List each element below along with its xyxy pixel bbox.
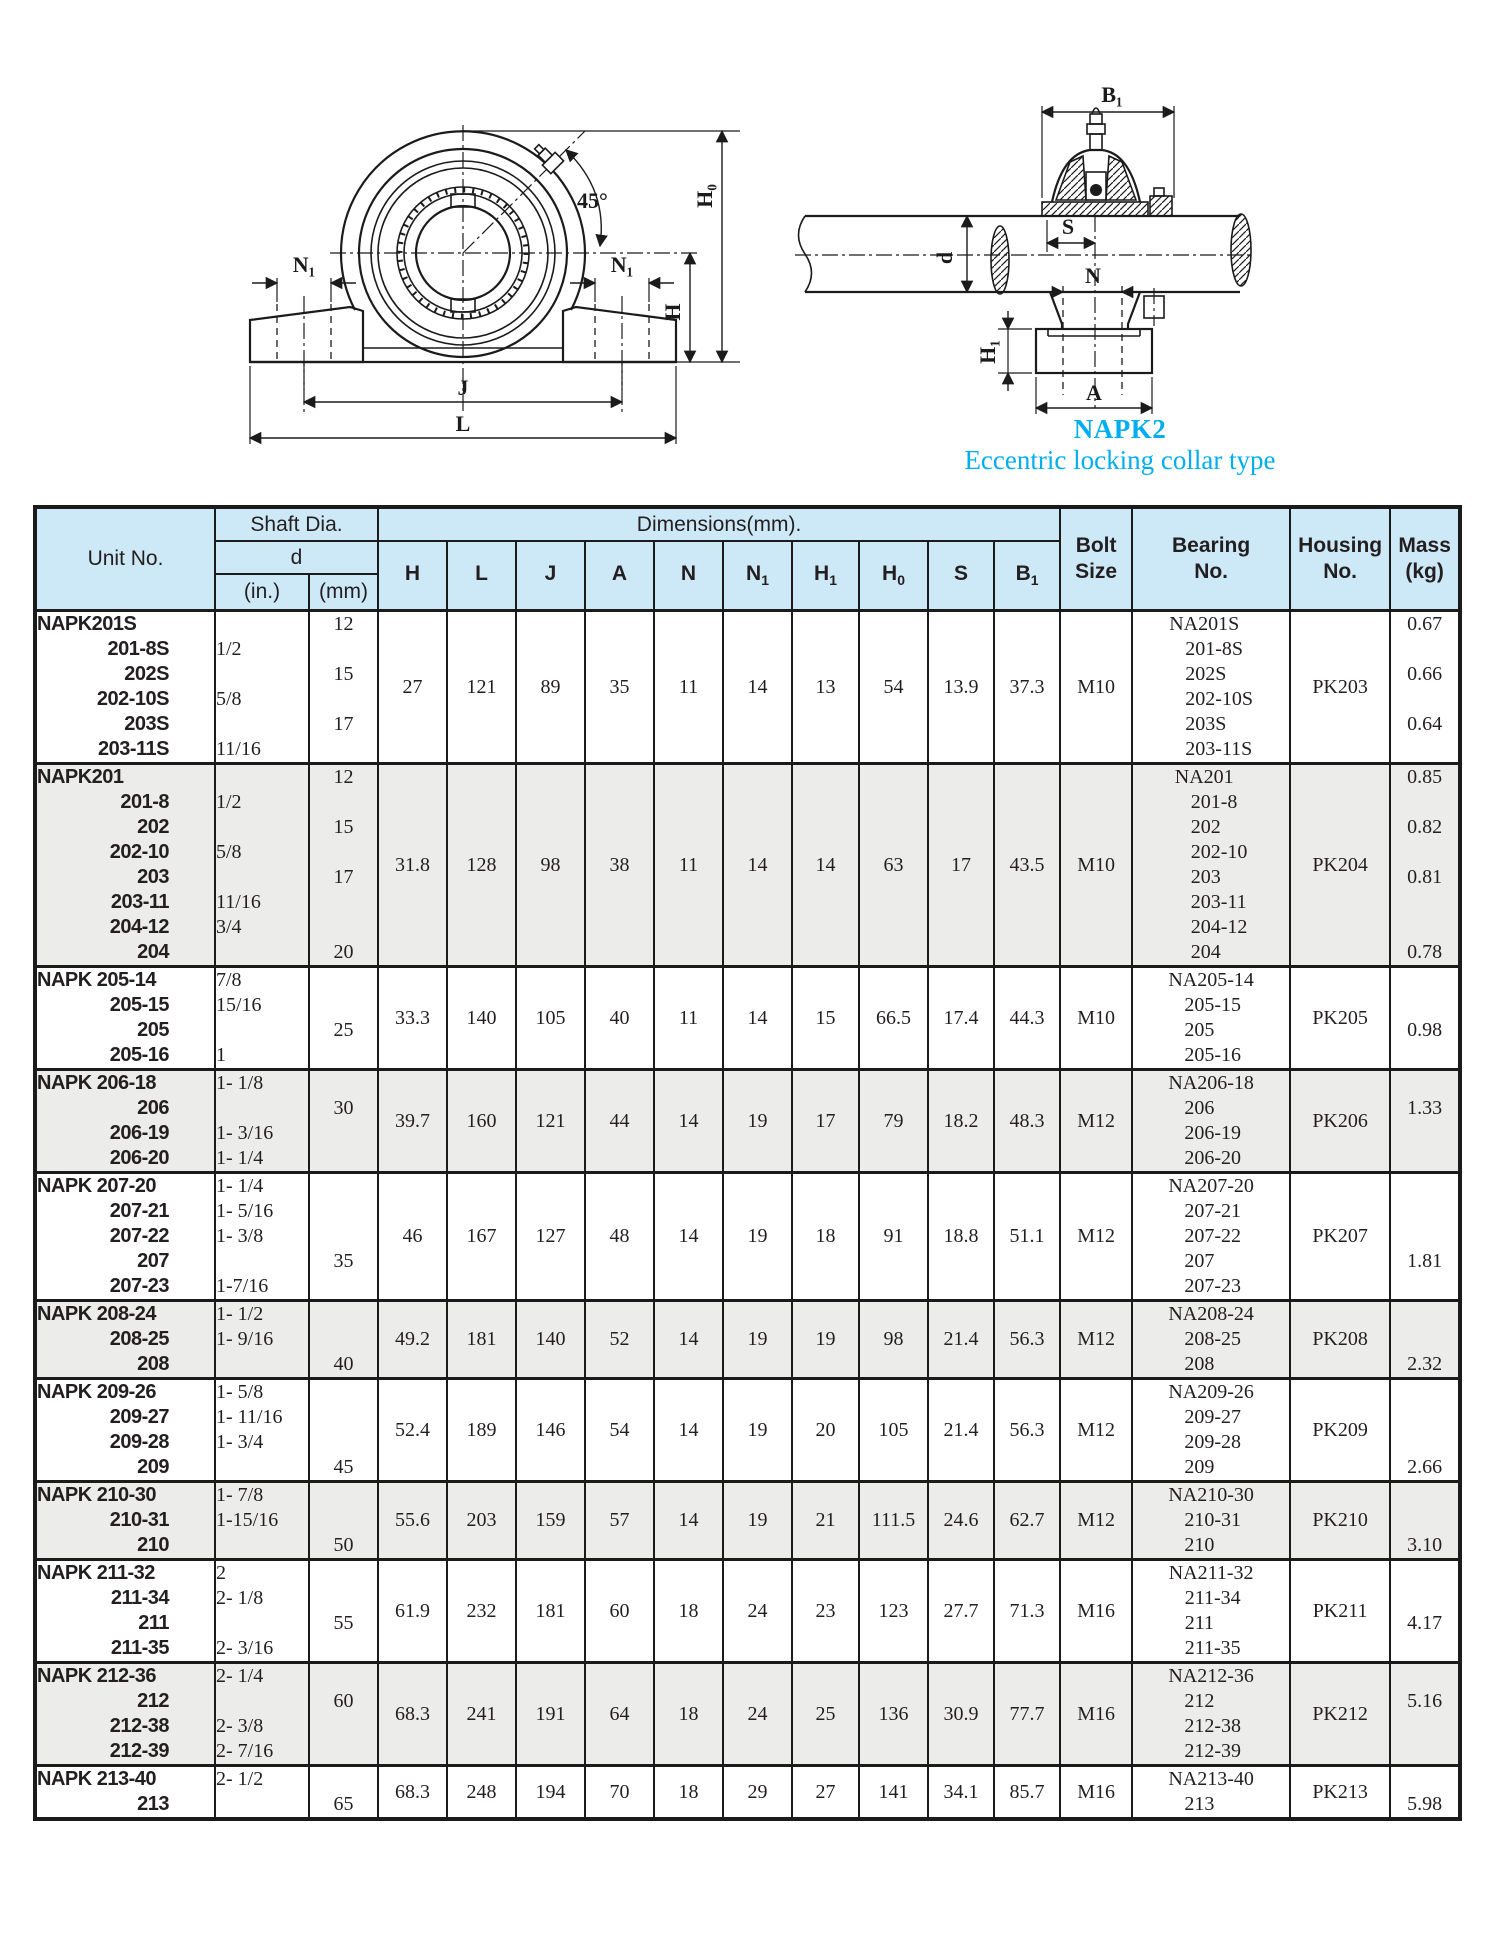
dim-j-cell: 105 <box>516 967 585 1070</box>
table-body <box>35 611 1460 1820</box>
dim-n1-cell: 19 <box>723 1379 792 1482</box>
dim-h-cell: 55.6 <box>378 1482 447 1560</box>
dim-s-cell: 21.4 <box>928 1379 994 1482</box>
table-row <box>35 1379 1460 1482</box>
table-header <box>35 507 1460 611</box>
dim-label-45: 45° <box>577 188 608 213</box>
dim-l-cell: 241 <box>447 1663 516 1766</box>
dim-h0-cell: 91 <box>859 1173 928 1301</box>
unit-no-cell: NAPK 208-24 208-25 208 <box>35 1301 215 1379</box>
col-header-J: J <box>516 541 585 611</box>
shaft-dia-mm-cell: 55 <box>309 1560 378 1663</box>
dim-h1-cell: 15 <box>792 967 859 1070</box>
series-name: NAPK2 <box>1073 414 1167 444</box>
dim-n1-cell: 19 <box>723 1070 792 1173</box>
dim-label-h0: H₀ <box>692 184 717 208</box>
mass-cell: 2.66 <box>1390 1379 1460 1482</box>
dim-n-cell: 14 <box>654 1301 723 1379</box>
bolt-header-line1: Bolt <box>1075 534 1117 557</box>
dim-j-cell: 140 <box>516 1301 585 1379</box>
col-header-housing-no <box>1290 507 1390 611</box>
dim-h0-cell: 98 <box>859 1301 928 1379</box>
dim-b1-cell: 77.7 <box>994 1663 1060 1766</box>
bolt-size-cell: M12 <box>1060 1482 1132 1560</box>
dim-n1-cell: 19 <box>723 1301 792 1379</box>
housing-no-cell: PK207 <box>1290 1173 1390 1301</box>
col-header-shaft-dia: Shaft Dia. <box>215 507 378 541</box>
dim-b1-cell: 51.1 <box>994 1173 1060 1301</box>
shaft-dia-in-cell: 1- 1/8 1- 3/16 1- 1/4 <box>215 1070 309 1173</box>
shaft-dia-mm-cell: 25 <box>309 967 378 1070</box>
dim-n-cell: 18 <box>654 1663 723 1766</box>
housing-no-cell: PK210 <box>1290 1482 1390 1560</box>
series-type: Eccentric locking collar type <box>964 445 1276 475</box>
bearing-header-line1: Bearing <box>1172 534 1251 557</box>
mass-cell: 0.85 0.82 0.81 0.78 <box>1390 764 1460 967</box>
dim-a-cell: 52 <box>585 1301 654 1379</box>
dim-j-cell: 159 <box>516 1482 585 1560</box>
dim-n-cell: 18 <box>654 1560 723 1663</box>
shaft-dia-mm-cell: 40 <box>309 1301 378 1379</box>
mass-header-line2: (kg) <box>1405 560 1444 583</box>
mass-cell: 2.32 <box>1390 1301 1460 1379</box>
mass-cell: 4.17 <box>1390 1560 1460 1663</box>
dim-n1-cell: 14 <box>723 611 792 764</box>
col-header-d: d <box>215 541 378 574</box>
table-row <box>35 611 1460 764</box>
dim-s-cell: 27.7 <box>928 1560 994 1663</box>
mass-header-line1: Mass <box>1398 534 1451 557</box>
series-caption <box>920 414 1320 476</box>
dim-h-cell: 31.8 <box>378 764 447 967</box>
dim-n1-cell: 14 <box>723 967 792 1070</box>
dim-n-cell: 11 <box>654 967 723 1070</box>
dim-s-cell: 18.2 <box>928 1070 994 1173</box>
bearing-no-cell: NA211-32 211-34 211 211-35 <box>1132 1560 1290 1663</box>
bearing-no-cell: NA212-36 212 212-38 212-39 <box>1132 1663 1290 1766</box>
dim-h1-cell: 27 <box>792 1766 859 1820</box>
dim-h0-cell: 136 <box>859 1663 928 1766</box>
dim-n1-cell: 19 <box>723 1482 792 1560</box>
dim-n-cell: 11 <box>654 611 723 764</box>
dim-j-cell: 181 <box>516 1560 585 1663</box>
dim-h0-cell: 105 <box>859 1379 928 1482</box>
bolt-size-cell: M12 <box>1060 1379 1132 1482</box>
dim-j-cell: 146 <box>516 1379 585 1482</box>
col-header-dimensions: Dimensions(mm). <box>378 507 1060 541</box>
dim-n-cell: 14 <box>654 1482 723 1560</box>
dim-h-cell: 27 <box>378 611 447 764</box>
dim-j-cell: 98 <box>516 764 585 967</box>
dim-j-cell: 194 <box>516 1766 585 1820</box>
unit-no-cell: NAPK 207-20 207-21 207-22 207 207-23 <box>35 1173 215 1301</box>
dim-h0-cell: 141 <box>859 1766 928 1820</box>
bearing-no-cell: NA213-40 213 <box>1132 1766 1290 1820</box>
col-header-mm: (mm) <box>309 574 378 611</box>
dim-a-cell: 48 <box>585 1173 654 1301</box>
bolt-size-cell: M12 <box>1060 1301 1132 1379</box>
shaft-dia-in-cell: 2- 1/2 <box>215 1766 309 1820</box>
bearing-no-cell: NA201 201-8 202 202-10 203 203-11 204-12 204 <box>1132 764 1290 967</box>
unit-no-cell: NAPK 212-36 212 212-38 212-39 <box>35 1663 215 1766</box>
grease-fitting-front <box>530 140 563 173</box>
dim-b1-cell: 56.3 <box>994 1301 1060 1379</box>
dim-n1-cell: 24 <box>723 1663 792 1766</box>
shaft-dia-mm-cell: 60 <box>309 1663 378 1766</box>
dim-l-cell: 232 <box>447 1560 516 1663</box>
bolt-size-cell: M12 <box>1060 1070 1132 1173</box>
dim-n-cell: 11 <box>654 764 723 967</box>
dim-h-cell: 46 <box>378 1173 447 1301</box>
dim-h-cell: 61.9 <box>378 1560 447 1663</box>
housing-no-cell: PK211 <box>1290 1560 1390 1663</box>
mass-cell: 0.98 <box>1390 967 1460 1070</box>
col-header-N1: $N_1$ <box>723 541 792 611</box>
col-header-mass <box>1390 507 1460 611</box>
dim-label-h: H <box>660 303 685 321</box>
dim-s-cell: 30.9 <box>928 1663 994 1766</box>
dim-l-cell: 140 <box>447 967 516 1070</box>
shaft-dia-in-cell: 1/2 5/8 11/16 3/4 <box>215 764 309 967</box>
housing-no-cell: PK206 <box>1290 1070 1390 1173</box>
shaft-dia-mm-cell: 30 <box>309 1070 378 1173</box>
dim-h1-cell: 14 <box>792 764 859 967</box>
dim-n-cell: 14 <box>654 1379 723 1482</box>
shaft-dia-mm-cell: 50 <box>309 1482 378 1560</box>
table-row <box>35 1482 1460 1560</box>
shaft-dia-mm-cell: 65 <box>309 1766 378 1820</box>
dim-h-cell: 33.3 <box>378 967 447 1070</box>
shaft-dia-in-cell: 7/8 15/16 1 <box>215 967 309 1070</box>
bolt-size-cell: M16 <box>1060 1663 1132 1766</box>
dim-j-cell: 89 <box>516 611 585 764</box>
bolt-size-cell: M10 <box>1060 967 1132 1070</box>
dim-h-cell: 39.7 <box>378 1070 447 1173</box>
shaft-dia-in-cell: 1- 5/8 1- 11/16 1- 3/4 <box>215 1379 309 1482</box>
dim-h1-cell: 17 <box>792 1070 859 1173</box>
shaft-dia-in-cell: 1- 1/4 1- 5/16 1- 3/8 1-7/16 <box>215 1173 309 1301</box>
unit-no-cell: NAPK 205-14 205-15 205 205-16 <box>35 967 215 1070</box>
dim-label-h1: H₁ <box>975 340 1000 364</box>
dim-s-cell: 24.6 <box>928 1482 994 1560</box>
dim-s-cell: 17.4 <box>928 967 994 1070</box>
table-row <box>35 967 1460 1070</box>
mass-cell: 3.10 <box>1390 1482 1460 1560</box>
dim-s-cell: 21.4 <box>928 1301 994 1379</box>
bolt-size-cell: M10 <box>1060 764 1132 967</box>
dim-n-cell: 14 <box>654 1070 723 1173</box>
dim-a-cell: 54 <box>585 1379 654 1482</box>
dim-h1-cell: 21 <box>792 1482 859 1560</box>
bolt-header-line2: Size <box>1075 560 1118 583</box>
dim-s-cell: 34.1 <box>928 1766 994 1820</box>
unit-no-cell: NAPK 206-18 206 206-19 206-20 <box>35 1070 215 1173</box>
mass-cell: 0.67 0.66 0.64 <box>1390 611 1460 764</box>
dim-h-cell: 68.3 <box>378 1766 447 1820</box>
bearing-no-cell: NA208-24 208-25 208 <box>1132 1301 1290 1379</box>
table-row <box>35 1070 1460 1173</box>
col-header-H0: $H_0$ <box>859 541 928 611</box>
dim-h-cell: 49.2 <box>378 1301 447 1379</box>
bearing-no-cell: NA205-14 205-15 205 205-16 <box>1132 967 1290 1070</box>
mass-cell: 1.33 <box>1390 1070 1460 1173</box>
dim-h1-cell: 13 <box>792 611 859 764</box>
dim-l-cell: 189 <box>447 1379 516 1482</box>
dim-h0-cell: 79 <box>859 1070 928 1173</box>
dim-j-cell: 121 <box>516 1070 585 1173</box>
dim-n-cell: 14 <box>654 1173 723 1301</box>
dim-a-cell: 38 <box>585 764 654 967</box>
housing-no-cell: PK213 <box>1290 1766 1390 1820</box>
shaft-dia-mm-cell: 35 <box>309 1173 378 1301</box>
dim-label-n1-left: N₁ <box>292 252 316 277</box>
shaft-dia-in-cell: 1- 1/2 1- 9/16 <box>215 1301 309 1379</box>
dim-b1-cell: 37.3 <box>994 611 1060 764</box>
dim-s-cell: 18.8 <box>928 1173 994 1301</box>
dim-b1-cell: 62.7 <box>994 1482 1060 1560</box>
dim-j-cell: 127 <box>516 1173 585 1301</box>
bolt-size-cell: M10 <box>1060 611 1132 764</box>
col-header-S: S <box>928 541 994 611</box>
bolt-size-cell: M16 <box>1060 1766 1132 1820</box>
dim-label-n1-right: N₁ <box>610 252 634 277</box>
table-row <box>35 1173 1460 1301</box>
dim-l-cell: 167 <box>447 1173 516 1301</box>
dim-b1-cell: 71.3 <box>994 1560 1060 1663</box>
dim-h-cell: 68.3 <box>378 1663 447 1766</box>
housing-header-line2: No. <box>1323 560 1358 583</box>
dim-l-cell: 203 <box>447 1482 516 1560</box>
table-row <box>35 1301 1460 1379</box>
col-header-A: A <box>585 541 654 611</box>
dim-h0-cell: 123 <box>859 1560 928 1663</box>
housing-no-cell: PK205 <box>1290 967 1390 1070</box>
bearing-no-cell: NA206-18 206 206-19 206-20 <box>1132 1070 1290 1173</box>
housing-header-line1: Housing <box>1298 534 1383 557</box>
dim-h1-cell: 23 <box>792 1560 859 1663</box>
dim-b1-cell: 43.5 <box>994 764 1060 967</box>
shaft-dia-mm-cell: 12 15 17 <box>309 611 378 764</box>
col-header-H1: $H_1$ <box>792 541 859 611</box>
col-header-bearing-no <box>1132 507 1290 611</box>
dim-h1-cell: 18 <box>792 1173 859 1301</box>
bolt-size-cell: M12 <box>1060 1173 1132 1301</box>
housing-no-cell: PK209 <box>1290 1379 1390 1482</box>
table-row <box>35 1560 1460 1663</box>
col-header-H: H <box>378 541 447 611</box>
col-header-in: (in.) <box>215 574 309 611</box>
dim-l-cell: 181 <box>447 1301 516 1379</box>
col-header-unit-no: Unit No. <box>35 507 215 611</box>
shaft-dia-in-cell: 1- 7/8 1-15/16 <box>215 1482 309 1560</box>
dim-h-cell: 52.4 <box>378 1379 447 1482</box>
mass-cell: 5.16 <box>1390 1663 1460 1766</box>
dim-label-a: A <box>1086 380 1102 405</box>
spec-table <box>33 505 1462 1821</box>
bearing-header-line2: No. <box>1194 560 1229 583</box>
dim-h0-cell: 111.5 <box>859 1482 928 1560</box>
shaft-dia-in-cell: 2- 1/4 2- 3/8 2- 7/16 <box>215 1663 309 1766</box>
table-row <box>35 1663 1460 1766</box>
bolt-size-cell: M16 <box>1060 1560 1132 1663</box>
dim-a-cell: 44 <box>585 1070 654 1173</box>
dim-h1-cell: 19 <box>792 1301 859 1379</box>
dim-h0-cell: 66.5 <box>859 967 928 1070</box>
dim-a-cell: 60 <box>585 1560 654 1663</box>
unit-no-cell: NAPK 213-40 213 <box>35 1766 215 1820</box>
unit-no-cell: NAPK 209-26 209-27 209-28 209 <box>35 1379 215 1482</box>
dim-label-l: L <box>455 411 471 436</box>
dim-label-j: J <box>457 375 469 400</box>
dim-n-cell: 18 <box>654 1766 723 1820</box>
mass-cell: 5.98 <box>1390 1766 1460 1820</box>
dim-l-cell: 121 <box>447 611 516 764</box>
dim-h1-cell: 25 <box>792 1663 859 1766</box>
table-row <box>35 1766 1460 1820</box>
unit-no-cell: NAPK 210-30 210-31 210 <box>35 1482 215 1560</box>
table-row <box>35 764 1460 967</box>
bearing-no-cell: NA201S 201-8S 202S 202-10S 203S 203-11S <box>1132 611 1290 764</box>
col-header-B1: $B_1$ <box>994 541 1060 611</box>
dim-a-cell: 64 <box>585 1663 654 1766</box>
bearing-no-cell: NA209-26 209-27 209-28 209 <box>1132 1379 1290 1482</box>
dim-label-b1: B₁ <box>1101 82 1123 107</box>
dim-a-cell: 70 <box>585 1766 654 1820</box>
dim-b1-cell: 56.3 <box>994 1379 1060 1482</box>
dim-b1-cell: 44.3 <box>994 967 1060 1070</box>
dim-label-s: S <box>1061 214 1075 239</box>
dim-label-n: N <box>1085 263 1101 288</box>
dim-a-cell: 35 <box>585 611 654 764</box>
side-view-drawing <box>795 82 1252 414</box>
shaft-dia-mm-cell: 12 15 17 20 <box>309 764 378 967</box>
dim-n1-cell: 24 <box>723 1560 792 1663</box>
shaft-dia-mm-cell: 45 <box>309 1379 378 1482</box>
dim-l-cell: 248 <box>447 1766 516 1820</box>
housing-no-cell: PK203 <box>1290 611 1390 764</box>
dim-label-d: d <box>932 251 957 265</box>
dim-a-cell: 40 <box>585 967 654 1070</box>
dim-n1-cell: 19 <box>723 1173 792 1301</box>
dim-h0-cell: 54 <box>859 611 928 764</box>
housing-no-cell: PK208 <box>1290 1301 1390 1379</box>
col-header-bolt-size <box>1060 507 1132 611</box>
bearing-no-cell: NA207-20 207-21 207-22 207 207-23 <box>1132 1173 1290 1301</box>
shaft-dia-in-cell: 2 2- 1/8 2- 3/16 <box>215 1560 309 1663</box>
dim-b1-cell: 48.3 <box>994 1070 1060 1173</box>
dim-j-cell: 191 <box>516 1663 585 1766</box>
dim-n1-cell: 29 <box>723 1766 792 1820</box>
unit-no-cell: NAPK 211-32 211-34 211 211-35 <box>35 1560 215 1663</box>
dim-s-cell: 17 <box>928 764 994 967</box>
dim-s-cell: 13.9 <box>928 611 994 764</box>
dim-h0-cell: 63 <box>859 764 928 967</box>
front-view-drawing <box>250 125 740 444</box>
housing-no-cell: PK212 <box>1290 1663 1390 1766</box>
dim-n1-cell: 14 <box>723 764 792 967</box>
housing-no-cell: PK204 <box>1290 764 1390 967</box>
dim-a-cell: 57 <box>585 1482 654 1560</box>
dim-l-cell: 128 <box>447 764 516 967</box>
shaft-dia-in-cell: 1/2 5/8 11/16 <box>215 611 309 764</box>
col-header-N: N <box>654 541 723 611</box>
dim-l-cell: 160 <box>447 1070 516 1173</box>
bearing-no-cell: NA210-30 210-31 210 <box>1132 1482 1290 1560</box>
col-header-L: L <box>447 541 516 611</box>
dim-b1-cell: 85.7 <box>994 1766 1060 1820</box>
unit-no-cell: NAPK201S 201-8S 202S 202-10S 203S 203-11S <box>35 611 215 764</box>
mass-cell: 1.81 <box>1390 1173 1460 1301</box>
unit-no-cell: NAPK201 201-8 202 202-10 203 203-11 204-12 204 <box>35 764 215 967</box>
dim-h1-cell: 20 <box>792 1379 859 1482</box>
